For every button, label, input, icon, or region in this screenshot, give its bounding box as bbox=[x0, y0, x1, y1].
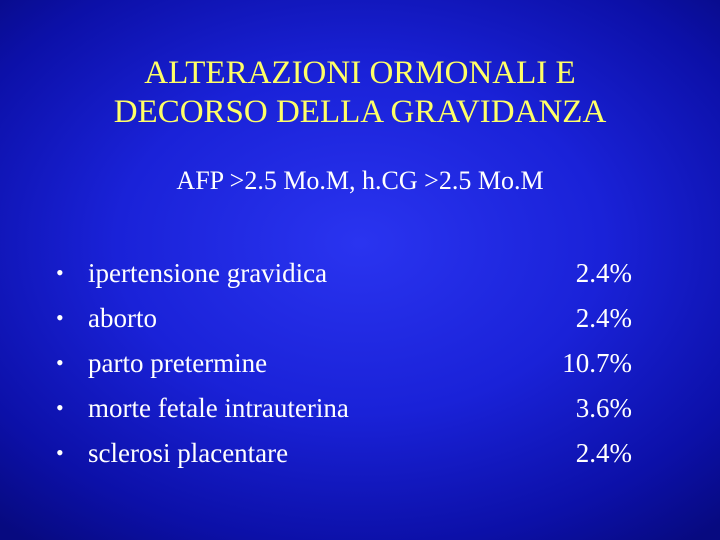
bullet-icon: • bbox=[56, 350, 64, 375]
list-item bbox=[56, 434, 640, 479]
bullet-list bbox=[56, 254, 640, 479]
list-item bbox=[56, 389, 640, 434]
title-line-2: DECORSO DELLA GRAVIDANZA bbox=[113, 94, 607, 130]
title-line-1: ALTERAZIONI ORMONALI E bbox=[144, 55, 576, 91]
item-value: 2.4% bbox=[575, 303, 632, 333]
bullet-icon: • bbox=[56, 440, 64, 465]
list-item bbox=[56, 254, 640, 299]
item-value: 2.4% bbox=[575, 438, 632, 468]
item-value: 2.4% bbox=[575, 258, 632, 288]
item-label: ipertensione gravidica bbox=[88, 258, 328, 288]
item-label: aborto bbox=[88, 303, 157, 333]
item-label: morte fetale intrauterina bbox=[88, 393, 349, 423]
item-value: 10.7% bbox=[562, 348, 632, 378]
bullet-icon: • bbox=[56, 395, 64, 420]
bullet-icon: • bbox=[56, 260, 64, 285]
item-value: 3.6% bbox=[575, 393, 632, 423]
item-label: sclerosi placentare bbox=[88, 438, 289, 468]
bullet-icon: • bbox=[56, 305, 64, 330]
list-item bbox=[56, 344, 640, 389]
list-item bbox=[56, 299, 640, 344]
slide-title bbox=[60, 54, 660, 132]
slide-subtitle: AFP >2.5 Mo.M, h.CG >2.5 Mo.M bbox=[176, 166, 544, 195]
item-label: parto pretermine bbox=[88, 348, 268, 378]
